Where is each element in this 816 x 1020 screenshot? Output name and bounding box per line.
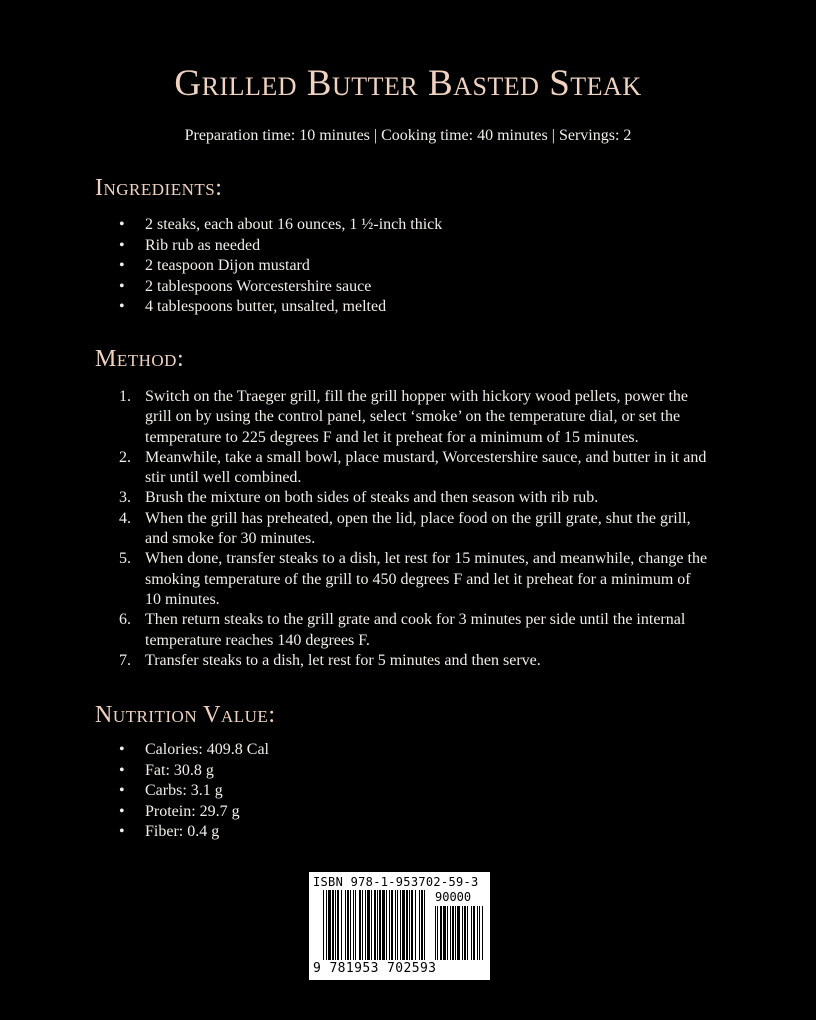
barcode-addon-bar [437, 906, 438, 960]
barcode-bar [341, 890, 342, 960]
barcode-bar [337, 890, 339, 960]
step-number: 1. [119, 388, 131, 405]
step-number: 6. [119, 611, 131, 629]
ingredient-item: • Rib rub as needed [95, 236, 442, 257]
ingredients-heading: Ingredients: [95, 175, 223, 201]
barcode-addon-bar [443, 906, 446, 960]
barcode-bar [371, 890, 372, 960]
step-text: Brush the mixture on both sides of steaks and then season with rib rub. [145, 489, 599, 507]
barcode-bar [374, 890, 376, 960]
barcode-bar [397, 890, 398, 960]
barcode-bar [359, 890, 361, 960]
barcode-bar [382, 890, 385, 960]
step-text: Switch on the Traeger grill, fill the grill hopper with hickory wood pellets, power the grill on by using the control panel, select ‘smoke’ on the temperature dial, or set the temperature to 225 degrees F and let it preheat for a minimum of 15 minutes. [145, 388, 689, 446]
step-number: 5. [119, 550, 131, 568]
barcode-digits: 9 781953 702593 [313, 961, 437, 976]
recipe-title: Grilled Butter Basted Steak [174, 63, 642, 104]
barcode-addon-bar [477, 906, 478, 960]
barcode-addon-bar [482, 906, 483, 960]
nutrition-item: • Fiber: 0.4 g [95, 822, 269, 843]
step-text: When done, transfer steaks to a dish, let rest for 15 minutes, and meanwhile, change the smoking temperature of the grill to 450 degrees F and let it preheat for a minimum of 10 minutes. [145, 550, 708, 608]
ingredient-item: • 2 tablespoons Worcestershire sauce [95, 277, 442, 298]
barcode-addon-bar [473, 906, 475, 960]
barcode-bar [377, 890, 378, 960]
barcode-bar [411, 890, 413, 960]
recipe-meta: Preparation time: 10 minutes | Cooking time: 40 minutes | Servings: 2 [184, 127, 632, 144]
ingredients-list [95, 215, 442, 318]
barcode-addon-bar [455, 906, 456, 960]
step-number: 3. [119, 489, 131, 507]
barcode-bar [365, 890, 366, 960]
isbn-barcode [309, 872, 490, 980]
barcode-bar [367, 890, 370, 960]
method-step [95, 488, 710, 508]
nutrition-item: • Carbs: 3.1 g [95, 781, 269, 802]
barcode-bar [362, 890, 363, 960]
method-step [95, 651, 710, 671]
barcode-bar [326, 890, 327, 960]
nutrition-item: • Calories: 409.8 Cal [95, 740, 269, 761]
barcode-bar [389, 890, 390, 960]
barcode-bar [400, 890, 401, 960]
barcode-bar [395, 890, 396, 960]
barcode-bar [332, 890, 334, 960]
barcode-bar [386, 890, 387, 960]
step-text: When the grill has preheated, open the lid, place food on the grill grate, shut the grill, and smoke for 30 minutes. [145, 509, 691, 548]
barcode-addon-bar [462, 906, 463, 960]
barcode-bar [328, 890, 331, 960]
barcode-bar [391, 890, 393, 960]
barcode-addon: 90000 [435, 890, 472, 904]
method-step [95, 509, 710, 550]
barcode-addon-bar [435, 906, 436, 960]
barcode-bar [424, 890, 425, 960]
nutrition-item: • Fat: 30.8 g [95, 761, 269, 782]
step-number: 2. [119, 448, 131, 466]
method-heading: Method: [95, 346, 185, 372]
isbn-label: ISBN 978-1-953702-59-3 [313, 875, 479, 889]
barcode-bar [421, 890, 423, 960]
step-text: Meanwhile, take a small bowl, place mustard, Worcestershire sauce, and butter in it and stir until well combined. [145, 448, 707, 487]
method-steps [95, 387, 710, 671]
ingredient-item: • 2 steaks, each about 16 ounces, 1 ½-inch thick [95, 215, 442, 236]
barcode-bar [353, 890, 354, 960]
barcode-addon-bar [467, 906, 468, 960]
barcode-bar [402, 890, 405, 960]
barcode-bar [350, 890, 351, 960]
method-step [95, 448, 710, 489]
nutrition-list [95, 740, 269, 843]
step-number: 7. [119, 651, 131, 669]
step-number: 4. [119, 509, 131, 527]
barcode-addon-bar [452, 906, 454, 960]
barcode-bar [415, 890, 416, 960]
barcode-bar [345, 890, 346, 960]
nutrition-item: • Protein: 29.7 g [95, 802, 269, 823]
barcode-addon-bar [440, 906, 442, 960]
ingredient-item: • 4 tablespoons butter, unsalted, melted [95, 297, 442, 318]
barcode-bar [323, 890, 324, 960]
nutrition-heading: Nutrition Value: [95, 702, 276, 728]
barcode-bar [406, 890, 408, 960]
barcode-addon-bar [471, 906, 472, 960]
method-step [95, 549, 710, 610]
barcode-bar [347, 890, 349, 960]
barcode-addon-bar [457, 906, 460, 960]
step-text: Transfer steaks to a dish, let rest for 5 minutes and then serve. [145, 651, 541, 669]
step-text: Then return steaks to the grill grate and cook for 3 minutes per side until the internal temperature reaches 140 degrees F. [145, 611, 686, 649]
barcode-bar [355, 890, 356, 960]
barcode-bar [409, 890, 410, 960]
barcode-addon-bar [450, 906, 451, 960]
method-step [95, 610, 710, 651]
barcode-addon-bar [464, 906, 466, 960]
barcode-bar [419, 890, 420, 960]
barcode-bar [335, 890, 336, 960]
barcode-addon-bar [447, 906, 448, 960]
barcode-addon-bar [479, 906, 480, 960]
method-step [95, 387, 710, 448]
barcode-bar [379, 890, 381, 960]
ingredient-item: • 2 teaspoon Dijon mustard [95, 256, 442, 277]
